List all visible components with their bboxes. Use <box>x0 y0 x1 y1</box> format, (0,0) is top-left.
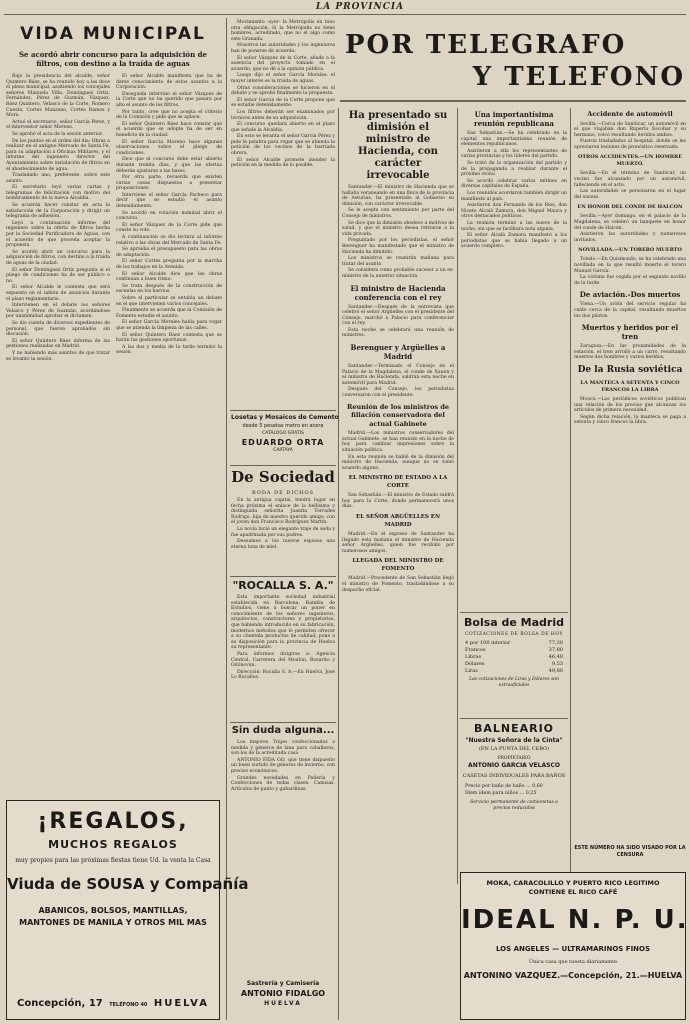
bolsa-note: Las cotizaciones de Liras y Dólares son extraoficiales <box>469 677 559 688</box>
article-paragraph: Fueron trasladados al hospital, donde se les apreciaron lesiones de pronóstico reservado. <box>574 139 686 150</box>
article-paragraph: Finalmente se acuerda que la Comisión de Fomento estudie el asunto. <box>116 308 222 319</box>
article-paragraph: Viena.—Un avión del servicio regular ha caído cerca de la capital, resultando muertos los dos pilotos. <box>574 302 686 319</box>
article-paragraph: Se trata después de la construcción de escuelas en los barrios. <box>116 283 222 295</box>
article-paragraph: El señor Alcalde le contesta que será expuesto en el tablón de anuncios durante el plazo reglamentario. <box>6 285 110 302</box>
article-paragraph: El señor García Morales habla para rogar que se atienda la limpieza de las calles. <box>116 320 222 331</box>
rocalla-heading: "ROCALLA S. A." <box>232 579 334 592</box>
article-paragraph: De los puntos en el orden del día: Obras a realizar en el antiguo Mercado de Santa Fe, para su adaptación a Oficinas Militares, y el informe del ingeniero director del Ayuntamiento sobre instalación de filtros en el abastecimiento de agua. <box>6 138 110 172</box>
article-paragraph: Por otra parte, recuerda que existen varias casas dispuestas a presentar proposiciones. <box>116 175 222 192</box>
telegrafo-heading-2: Y TELEFONO <box>472 62 685 92</box>
article-paragraph: En esta reunión se habló de la dimisión del ministro de Hacienda, aunque no se tomó acuerdo alguno. <box>342 454 454 471</box>
article-paragraph: Actuó el secretario, señor García Pérez, y el interventor señor Moreno. <box>6 119 110 131</box>
ideal-name: IDEAL N. P. U. <box>461 905 689 935</box>
losetas-line4: EDUARDO ORTA <box>241 438 325 447</box>
manteca-headline: LA MANTECA A SETENTA Y CINCO FRANCOS LA LIBRA <box>580 379 680 393</box>
article-paragraph: Según dicha relación, la manteca se paga a setenta y cinco francos la libra. <box>574 414 686 426</box>
article-paragraph: Toledo.—En Quismondo, se ha celebrado una novillada en la que resultó muerto el torero Manuel García. <box>574 257 686 274</box>
bolsa-value: 9,53 <box>551 661 563 667</box>
article-paragraph: Otras consideraciones se hicieron en el debate y se aprobó finalmente la propuesta. <box>231 85 335 97</box>
losetas-rule-bottom <box>230 465 336 466</box>
article-paragraph: Después del Consejo, los periodistas conversaron con el presidente. <box>342 387 454 399</box>
article-paragraph: Se dio cuenta de diversos expedientes de personal, que fueron aprobados sin discusión. <box>6 320 110 338</box>
reunion-conservadores-headline: Reunión de los ministros de filiación conservadora del actual Gabinete <box>346 402 450 428</box>
column-rule-1 <box>226 18 227 1020</box>
regalos-company-name: Viuda de SOUSA y Compañía <box>7 875 249 893</box>
article-paragraph: Santander.—Terminado el Consejo en el Palacio de la Magdalena, el conde de Xauen y el ministro de Hacienda, saldrán esta noche en automóvil para Madrid. <box>342 364 454 386</box>
article-paragraph: Los mejores Trajes confeccionados a medida y géneros de lana para caballeros, son los de la acreditada casa <box>231 740 335 757</box>
article-paragraph: En la antigua capital, tendrá lugar en fecha próxima el enlace de la bellísima y distinguida señorita Juanita Torrades Rodrigo, hija de nuestro querido amigo, con el joven don Francisco Rodríguez Martín. <box>231 498 335 526</box>
article-paragraph: Zaragoza.—En las proximidades de la estación, el tren arrolló a un carro, resultando muertos dos hombres y varios heridos. <box>574 344 686 361</box>
article-paragraph: Dice que el concurso debe estar abierto durante treinta días, y que las ofertas deberán ajustarse a las bases. <box>116 157 222 174</box>
otros-accidentes-headline: OTROS ACCIDENTES.—UN HOMBRE MUERTO. <box>577 154 683 168</box>
article-paragraph: Trasladado uno, preferente, sobre este asunto. <box>6 173 110 184</box>
article-paragraph: Se acordó abrir un concurso para la adquisición de filtros, con destino a la traída de aguas de la ciudad. <box>6 249 110 266</box>
de-sociedad-subhead: BODA DE DICHOS <box>251 490 315 496</box>
article-paragraph: Asistieron las autoridades y numerosos invitados. <box>574 232 686 243</box>
article-paragraph: Bajo la presidencia del alcalde, señor Quintero Báez, se ha reunido hoy a las doce el pleno municipal, asistiendo los concejales señores Manuela Villa, Domínguez Ortiz, Fernández, Pérez de Guzmán, Vázquez, Báez Quintero, Velasco de la Corte, Romero Cuesta, Cortés Manzano, Cortés Ramos y Mora. <box>6 74 110 119</box>
losetas-line5: CARTAYA <box>273 448 293 453</box>
article-paragraph: Santander.—El ministro de Hacienda que se hallaba veraneando en una finca de la provincia de Asturias, ha presentado al Gobierno su dimisión, con carácter irrevocable. <box>342 185 454 207</box>
telegraph-column-mid <box>461 106 567 608</box>
bolsa-heading: Bolsa de Madrid <box>464 616 564 629</box>
article-paragraph: Preguntado por los periodistas, el señor Berenguer ha manifestado que el ministro de Hacienda ha dimitido. <box>342 238 454 255</box>
article-paragraph: Las autoridades se personaron en el lugar del suceso. <box>574 189 686 200</box>
ideal-cafe-ad <box>460 872 689 1020</box>
article-paragraph: El señor Cortés pregunta por la marcha de los trabajos en la Avenida. <box>116 259 222 270</box>
article-paragraph: Intervienen en el debate los señores Velasco y Pérez de Guzmán, acordándose por unanimidad aprobar el dictamen. <box>6 303 110 320</box>
losetas-line3: CATÁLOGO GRATIS <box>262 431 304 436</box>
regalos-ad <box>6 800 249 1020</box>
bolsa-label: Francos <box>465 647 486 653</box>
conferencia-headline: El ministro de Hacienda conferencia con el rey <box>350 283 446 302</box>
article-paragraph: Por tanto, cree que no acepta el criterio de la Comisión y pide que se aplace. <box>116 109 222 121</box>
arguelles-madrid-headline: EL SEÑOR ARGÜELLES EN MADRID <box>356 514 440 528</box>
bolsa-value: 37,80 <box>548 647 563 653</box>
article-paragraph: La novia lució un elegante traje de seda y fue apadrinada por sus padres. <box>231 526 335 538</box>
article-paragraph: Madrid.—Los ministros conservadores del actual Gabinete, se han reunido en la noche de hoy para cambiar impresiones sobre la situación política. <box>342 431 454 453</box>
sin-duda-footer-3: HUELVA <box>264 1000 302 1007</box>
berenguer-headline: Berenguer y Argüelles a Madrid <box>350 343 446 362</box>
article-paragraph: Los ministros se reunirán mañana para tratar del asunto. <box>342 256 454 267</box>
article-paragraph: Se le acepta con sentimiento por parte del Consejo de ministros. <box>342 208 454 219</box>
vida-municipal-subhead: Se acordó abrir concurso para la adquisición de filtros, con destino a la traída de aguas <box>19 50 207 68</box>
article-paragraph: Grandes novedades en Pañería y Confecciones de todas clases. Camisas, Artículos de punto y gabardinas. <box>231 775 335 792</box>
balneario-name: "Nuestra Señora de la Cinta" <box>465 737 563 744</box>
article-paragraph: El señor Alcalá Zamora manifestó a los periodistas que se había llegado a un acuerdo completo. <box>461 233 567 250</box>
article-paragraph: Moscú.—Los periódicos soviéticos publican una relación de los precios que alcanzan los artículos de primera necesidad. <box>574 396 686 414</box>
bolsa-subhead: COTIZACIONES DE BOLSA DE HOY <box>465 632 563 637</box>
regalos-address: Concepción, 17 <box>17 998 103 1009</box>
article-paragraph: Sevilla.—En el término de Sanlúcar, un vecino fue alcanzado por un automóvil, falleciendo en el acto. <box>574 171 686 188</box>
telegraph-column-right <box>574 106 686 842</box>
regalos-title: ¡REGALOS, <box>37 809 189 834</box>
article-paragraph: Esta importante sociedad industrial establecida en Barcelona, Rambla de Estudios, viene a buscar un poner en conocimiento de los señores ingenieros, arquitectos, constructores y propietarios, que habiendo introducido en su fabricación, modernos métodos que le permiten ofrecer a su clientela productos de calidad, pone a su disposición para la provincia de Huelva su representante. <box>231 595 335 651</box>
article-paragraph: San Sebastián.—El ministro de Estado saldrá hoy para la Corte, donde permanecerá unos días. <box>342 493 454 510</box>
de-sociedad-body <box>231 498 335 574</box>
table-row <box>461 661 567 668</box>
telegrafo-rule <box>340 100 686 102</box>
balneario-casetas: CASETAS INDIVIDUALES PARA BAÑOS <box>462 773 566 779</box>
article-paragraph: Enseguida intervino el señor Vázquez de la Corte que no ha querido que pasara por alto el asunto de los filtros. <box>116 91 222 108</box>
tren-headline: Muertos y heridos por el tren <box>581 323 679 342</box>
article-paragraph: Interviene el señor García Pacheco para decir que se estudió el asunto detenidamente. <box>116 192 222 210</box>
table-row <box>461 654 567 661</box>
article-paragraph: Se acuerda hacer constar en acta la satisfacción de la Corporación y dirigir un telegrama de adhesión. <box>6 203 110 220</box>
balneario-owner: ANTONIO GARCIA VELASCO <box>468 762 560 769</box>
sin-duda-heading: Sin duda alguna... <box>231 725 335 736</box>
vida-municipal-column-2 <box>116 74 222 796</box>
balneario-price-1: Precio por baño de baño ... 0,60 <box>465 784 543 789</box>
bolsa-label: Dólares <box>465 661 485 667</box>
sin-duda-footer <box>231 980 335 1007</box>
article-paragraph: Sevilla.—Ayer domingo, en el palacio de la Magdalena, se celebró un banquete en honor del conde de Halcón. <box>574 214 686 231</box>
article-paragraph: Se aprueba el presupuesto para las obras de adaptación. <box>116 247 222 258</box>
article-paragraph: El señor Quintero Báez contesta que se harán las gestiones oportunas. <box>116 332 222 344</box>
regalos-products: ABANICOS, BOLSOS, MANTILLAS, MANTONES DE MANILA Y OTROS MIL MAS <box>19 906 207 927</box>
article-paragraph: Se acordó en votación nominal abrir el concurso. <box>116 210 222 222</box>
rocalla-rule-bottom <box>230 722 336 723</box>
sin-duda-footer-1: Sastrería y Camisería <box>246 980 320 987</box>
losetas-ad <box>231 414 339 453</box>
table-row <box>461 640 567 647</box>
balneario-heading: BALNEARIO <box>473 722 555 735</box>
rocalla-body <box>231 595 335 719</box>
losetas-line2: desde 5 pesetas metro en acera <box>242 423 324 429</box>
article-paragraph: A continuación se dio lectura al informe relativo a las obras del Mercado de Santa Fe. <box>116 235 222 246</box>
rocalla-rule-top <box>230 576 336 577</box>
rusia-sovietica-headline: De la Rusia soviética <box>577 364 683 375</box>
article-paragraph: El señor García de la Corte propone que se estudie detenidamente. <box>231 97 335 109</box>
bolsa-value: 49,80 <box>548 668 563 674</box>
article-paragraph: El señor Alcalde promete atender la petición en la medida de lo posible. <box>231 157 335 169</box>
article-paragraph: Asistieron a ella los representantes de varias provincias y los líderes del partido. <box>461 148 567 160</box>
bolsa-value: 77,30 <box>548 640 563 646</box>
telegrafo-heading-1: POR TELEGRAFO <box>345 30 627 60</box>
article-paragraph: Sevilla.—Cerca de Sanlúcar, un automóvil en el que viajaban don Ruperto Escobar y su hermano, volcó resultando heridos ambos. <box>574 121 686 138</box>
article-paragraph: Deseamos a los nuevos esposos una eterna luna de miel. <box>231 539 335 550</box>
article-paragraph: La víctima fue cogida por el segundo novillo de la tarde. <box>574 275 686 286</box>
bolsa-table <box>461 640 567 675</box>
article-paragraph: El concurso quedará abierto en el plazo que señale la Alcaldía. <box>231 122 335 133</box>
article-paragraph: San Sebastián.—Se ha celebrado en la capital una importantísima reunión de elementos republicanos. <box>461 131 567 148</box>
article-paragraph: Santander.—Después de la entrevista que celebró el señor Argüelles con el presidente del Consejo, marchó a Palacio para conferenciar con el rey. <box>342 304 454 327</box>
vida-municipal-column-1 <box>6 74 110 796</box>
article-paragraph: Los filtros deberán ser examinados por técnicos antes de su adquisición. <box>231 109 335 121</box>
masthead: LA PROVINCIA <box>315 2 405 12</box>
article-paragraph: El señor Domínguez Ortiz pregunta si el pliego de condiciones ha de ser público o no. <box>6 267 110 284</box>
accidente-headline: Accidente de automóvil <box>587 110 673 118</box>
ideal-sub: Única casa que tuesta diariamente <box>528 959 618 965</box>
table-row <box>461 668 567 675</box>
column-rule-3 <box>457 108 458 884</box>
article-paragraph: Leyó a continuación informe del ingeniero sobre la oferta de filtros hecha por la Sociedad Purificadora de Aguas, con el acuerdo de que proceda aceptar la propuesta. <box>6 220 110 249</box>
article-paragraph: Madrid.—En el expreso de Santander ha llegado esta mañana el ministro de Hacienda señor Argüelles, quien fue recibido por numerosos amigos. <box>342 532 454 554</box>
ministro-fomento-headline: LLEGADA DEL MINISTRO DE FOMENTO <box>352 558 444 572</box>
bolsa-label: 4 por 100 interior <box>465 640 511 646</box>
censor-note: ESTE NÚMERO HA SIDO VISADO POR LA CENSURA <box>574 845 686 858</box>
regalos-city: HUELVA <box>153 998 209 1009</box>
bolsa-rule-top <box>460 612 568 613</box>
de-sociedad-heading: De Sociedad <box>231 468 335 486</box>
ministro-estado-headline: EL MINISTRO DE ESTADO A LA CORTE <box>348 475 448 489</box>
article-paragraph: Se aprobó el acta de la sesión anterior. <box>12 131 103 137</box>
balneario-note: Servicio permanente de camionetas a precios reducidos <box>470 800 558 811</box>
ideal-line: LOS ANGELES — ULTRAMARINOS FINOS <box>495 945 651 953</box>
article-paragraph: Luego dijo el señor García Morales: el mayor interés es la traída de aguas. <box>231 73 335 84</box>
vida-municipal-heading: VIDA MUNICIPAL <box>20 24 206 44</box>
sin-duda-footer-2: ANTONIO FIDALGO <box>240 989 326 998</box>
column-rule-4 <box>570 108 571 884</box>
article-paragraph: Nosotros las autoridades y los ingenieros han de ponerse de acuerdo. <box>231 43 335 54</box>
regalos-footer <box>17 998 209 1009</box>
article-paragraph: Asistieron don Fernando de los Ríos, don Niceto Alcalá Zamora, don Miguel Maura y otros destacados políticos. <box>461 203 567 220</box>
mid-column-intro <box>231 20 335 406</box>
article-paragraph: A las dos y media de la tarde terminó la sesión. <box>116 344 222 356</box>
article-paragraph: Y no habiendo más asuntos de que tratar se levantó la sesión. <box>6 350 110 362</box>
dimision-headline: Ha presentado su dimisión el ministro de Hacienda, con carácter irrevocable <box>348 110 448 181</box>
telegraph-column-left <box>342 106 454 876</box>
article-paragraph: Se acordó celebrar varios mítines en diversas capitales de España. <box>461 178 567 190</box>
article-paragraph: Se trató de la organización del partido y de la propaganda a realizar durante el próximo otoño. <box>461 160 567 178</box>
losetas-rule-top <box>230 410 336 411</box>
regalos-phone: TELÉFONO 40 <box>109 1002 148 1008</box>
ideal-owner: ANTONINO VAZQUEZ.—Concepción, 21.—HUELVA <box>463 971 683 980</box>
reunion-republicana-headline: Una importantísima reunión republicana <box>474 110 554 128</box>
article-paragraph: El señor Alcalde dice que las obras continúan a buen ritmo. <box>116 271 222 283</box>
bolsa-rule-bottom <box>460 718 568 719</box>
article-paragraph: Se dice que la dimisión obedece a motivos de salud, y que el ministro desea retirarse a la vida privada. <box>342 220 454 237</box>
sin-duda-body <box>231 740 335 978</box>
conde-halcon-headline: EN HONOR DEL CONDE DE HALCON <box>577 204 683 211</box>
balneario-price-2: Ídem ídem para niños ... 0,25 <box>465 791 537 796</box>
article-paragraph: Los reunidos acordaron también dirigir un manifiesto al país. <box>461 190 567 202</box>
regalos-subtitle: MUCHOS REGALOS <box>48 838 178 851</box>
novillada-headline: NOVILLADA.—UN TORERO MUERTO <box>578 247 682 254</box>
article-paragraph: El secretario leyó varias cartas y telegramas de felicitación con motivo del nombramiento de la nueva Alcaldía. <box>6 185 110 202</box>
table-row <box>461 647 567 654</box>
bolsa-label: Liras <box>465 668 478 674</box>
article-paragraph: Movimiento -ayer- la Metrópolis en tono otra obligación. Si la Metrópolis no tiene hombres, acreditado, que no el algo como este Granada. <box>231 20 335 42</box>
article-paragraph: En esto se levanta el señor García Pérez y pide la palabra para rogar que se atienda la petición de los vecinos de la barriada obrera. <box>231 134 335 157</box>
article-paragraph: La reunión terminó a las nueve de la noche, sin que se facilitara nota alguna. <box>461 220 567 232</box>
losetas-line1: Losetas y Mosaicos de Cemento <box>231 414 339 421</box>
balneario-place: (EN LA PUNTA DEL CEBO) <box>478 746 550 752</box>
bolsa-label: Libras <box>465 654 482 660</box>
aviacion-headline: De aviación.-Dos muertos <box>579 290 681 300</box>
article-paragraph: Se considera como probable sucesor a un ex-ministro de la anterior situación. <box>342 268 454 279</box>
article-paragraph: El señor García Moreno hace algunas observaciones sobre el pliego de condiciones. <box>116 139 222 156</box>
article-paragraph: Dirección: Rocalla S. A.—En Huelva, José Lo Rocallos. <box>231 669 335 681</box>
top-rule <box>4 14 686 15</box>
ideal-top: MOKA, CARACOLILLO Y PUERTO RICO LEGITIMO CONTIENE EL RICO CAFÉ <box>486 879 660 896</box>
article-paragraph: El señor Vázquez de la Corte, añade a la ausencia del proyecto tomado en el acuerdo, que no dé a la opinión pública. <box>231 55 335 72</box>
column-rule-2 <box>338 108 339 1020</box>
balneario-ad <box>461 722 567 812</box>
article-paragraph: ANTONIO FIDA GO, que tiene dispuesto un buen surtido de géneros de invierno, con precios económicos. <box>231 757 335 774</box>
article-paragraph: Para informes dirigirse a: Agencia Central, Carretera del Moulón, Rosarito y Odónovan. <box>231 651 335 669</box>
bolsa-box <box>461 616 567 689</box>
bolsa-value: 46,40 <box>548 654 563 660</box>
balneario-owner-label: PROPIETARIO <box>497 756 531 761</box>
article-paragraph: El señor Vázquez de la Corte pide que conste su voto. <box>116 222 222 234</box>
article-paragraph: Madrid.—Procedente de San Sebastián llegó el ministro de Fomento, trasladándose a su despacho oficial. <box>342 576 454 593</box>
article-paragraph: Esta noche se celebrará una reunión de ministros. <box>342 327 454 339</box>
article-paragraph: Sobre el particular se entabla un debate en el que intervienen varios concejales. <box>116 295 222 307</box>
regalos-line1: muy propios para las próximas fiestas tiene Ud. la venta la Casa <box>15 857 211 864</box>
article-paragraph: El señor Quintero Báez hace constar que el acuerdo que se adopte ha de ser en beneficio de la ciudad. <box>116 121 222 138</box>
article-paragraph: El señor Quintero Báez informa de las gestiones realizadas en Madrid. <box>6 338 110 350</box>
article-paragraph: El señor Alcalde manifiesta que ha de darse conocimiento de estos asuntos a la Corporación. <box>116 74 222 91</box>
